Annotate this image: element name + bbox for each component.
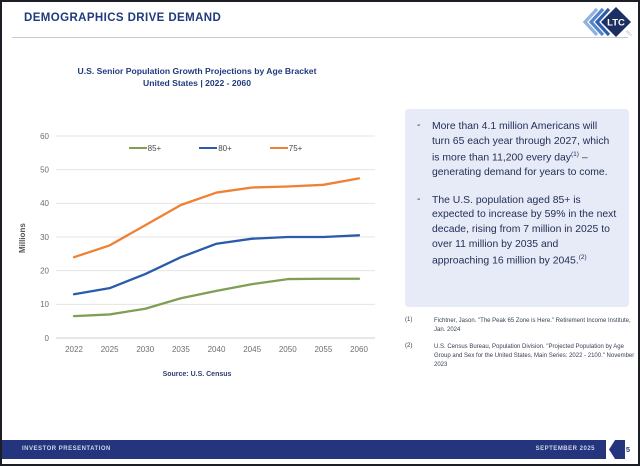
legend-item-75	[270, 144, 303, 153]
ltc-logo	[582, 5, 632, 39]
chart-title	[32, 66, 362, 89]
footnote-item	[405, 317, 639, 336]
footnote-ref: (2)	[578, 253, 587, 261]
footnote-text: Fichtner, Jason. "The Peak 65 Zone is Here." Retirement Income Institute, Jan. 2024	[434, 318, 631, 334]
footer-presentation-label: INVESTOR PRESENTATION	[22, 446, 111, 452]
page-title: DEMOGRAPHICS DRIVE DEMAND	[24, 12, 222, 24]
footnote-ref: (1)	[571, 150, 579, 158]
footnote-item	[405, 343, 639, 371]
bullet-marker: -	[417, 193, 421, 205]
svg-text:2050: 2050	[278, 345, 297, 354]
svg-text:10: 10	[40, 300, 49, 310]
header-divider	[12, 37, 628, 38]
y-axis-label: Millions	[18, 223, 27, 253]
svg-text:20: 20	[40, 266, 49, 276]
page-number: 5	[625, 445, 631, 454]
logo-subtext: REIT	[624, 29, 632, 38]
legend-swatch	[199, 147, 217, 150]
highlights-panel	[405, 109, 629, 307]
svg-text:2040: 2040	[207, 345, 226, 354]
svg-text:2025: 2025	[100, 345, 119, 354]
bullet-text	[432, 194, 617, 269]
svg-text:0: 0	[44, 333, 49, 343]
bullet-text-before: More than 4.1 million Americans will turn 65 each year through 2027, which is more than 11,200 every day	[432, 121, 610, 163]
svg-text:2055: 2055	[314, 345, 333, 354]
legend-item-85	[129, 144, 162, 153]
bullet-text	[432, 120, 617, 181]
svg-text:2060: 2060	[350, 345, 368, 354]
legend-swatch	[270, 147, 288, 150]
legend-swatch	[129, 147, 147, 150]
logo-text: LTC	[607, 17, 625, 29]
footnote-number: (1)	[405, 317, 413, 323]
svg-text:50: 50	[40, 165, 49, 175]
bullet-marker: -	[417, 120, 421, 131]
footnote-number: (2)	[405, 342, 413, 349]
bullet-text-before: The U.S. population aged 85+ is expected to increase by 59% in the next decade, rising from 7 million in 2025 to over 11 million by 2035 and approaching 16 million by 2045.	[432, 194, 617, 267]
legend-label: 85+	[147, 143, 162, 153]
line-chart-svg	[16, 122, 378, 360]
footnotes	[405, 317, 639, 377]
footer	[2, 440, 638, 459]
line-chart	[16, 122, 378, 362]
footnote-text: U.S. Census Bureau, Population Division. "Projected Population by Age Group and Sex for the United States, Main Series: 2022 - 2100." November 2023	[434, 343, 635, 369]
svg-text:60: 60	[40, 131, 49, 141]
svg-text:30: 30	[40, 232, 49, 242]
svg-text:2045: 2045	[243, 345, 262, 354]
svg-text:2022: 2022	[65, 345, 83, 354]
chart-title-line1: U.S. Senior Population Growth Projections by Age Bracket	[77, 66, 317, 76]
chart-title-line2: United States | 2022 - 2060	[143, 77, 251, 88]
bullet-item	[417, 120, 617, 181]
chart-legend	[56, 142, 375, 154]
footer-date-label: SEPTEMBER 2025	[535, 446, 595, 452]
bullet-text-after: – generating demand for years to come.	[432, 152, 608, 178]
bullet-item	[417, 194, 617, 269]
legend-label: 80+	[218, 143, 232, 153]
legend-label: 75+	[288, 143, 303, 153]
svg-text:2035: 2035	[171, 345, 190, 354]
legend-item-80	[199, 144, 232, 153]
svg-text:40: 40	[40, 199, 49, 209]
svg-text:2030: 2030	[136, 345, 155, 354]
chart-source: Source: U.S. Census	[162, 371, 232, 378]
